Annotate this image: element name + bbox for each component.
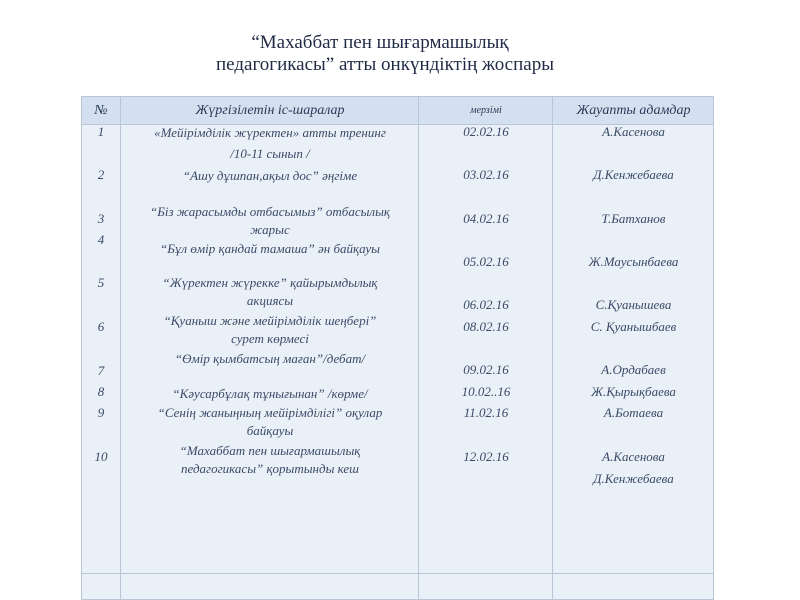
header-responsible: Жауапты адамдар bbox=[576, 103, 691, 118]
activity-line: “Өмір қымбатсың маған”/дебат/ bbox=[174, 351, 366, 366]
title-line-1: “Махаббат пен шығармашылық bbox=[251, 32, 509, 53]
activity-line: “Кәусарбұлақ тұнығынан” /көрме/ bbox=[172, 386, 368, 401]
header-number: № bbox=[94, 103, 108, 118]
column-divider bbox=[552, 97, 553, 599]
activity-line: сурет көрмесі bbox=[231, 331, 309, 346]
responsible-cell: А.Ордабаев bbox=[601, 362, 666, 377]
date-cell: 11.02.16 bbox=[463, 405, 509, 420]
responsible-cell: Ж.Маусынбаева bbox=[588, 254, 679, 269]
activity-line: «Мейірімділік жүректен» атты тренинг bbox=[154, 125, 386, 140]
date-cell: 03.02.16 bbox=[463, 167, 509, 182]
header-date: мерзімі bbox=[470, 105, 502, 116]
document-title bbox=[0, 32, 800, 76]
activity-line: “Жүректен жүрекке” қайырымдылық bbox=[162, 275, 378, 290]
row-number: 7 bbox=[97, 363, 105, 378]
date-cell: 02.02.16 bbox=[463, 124, 509, 139]
activity-line: “Сенің жаныңның мейірімділігі” оқулар bbox=[157, 405, 383, 420]
activity-line: “Бұл өмір қандай тамаша” ән байқауы bbox=[160, 241, 380, 256]
responsible-cell: Т.Батханов bbox=[601, 211, 666, 226]
date-cell: 12.02.16 bbox=[463, 449, 509, 464]
activity-line: /10-11 сынып / bbox=[230, 146, 310, 161]
responsible-cell: С. Қуанышбаев bbox=[590, 319, 677, 334]
activity-line: “Қуаныш және мейірімділік шеңбері” bbox=[163, 313, 377, 328]
date-cell: 06.02.16 bbox=[463, 297, 509, 312]
responsible-cell: Д.Кенжебаева bbox=[593, 471, 674, 486]
responsible-cell: Ж.Қырықбаева bbox=[591, 384, 676, 399]
title-line-2: педагогикасы” атты онкүндіктің жоспары bbox=[216, 54, 554, 75]
activity-line: “Ашу дұшпан,ақыл дос” әңгіме bbox=[182, 168, 358, 183]
date-cell: 10.02..16 bbox=[461, 384, 511, 399]
schedule-table bbox=[81, 96, 714, 600]
row-number: 5 bbox=[97, 275, 105, 290]
date-cell: 09.02.16 bbox=[463, 362, 509, 377]
responsible-cell: Д.Кенжебаева bbox=[593, 167, 674, 182]
activity-line: “Махаббат пен шығармашылық bbox=[179, 443, 361, 458]
row-number: 3 bbox=[97, 211, 105, 226]
responsible-cell: А.Касенова bbox=[602, 124, 665, 139]
row-number: 9 bbox=[97, 405, 105, 420]
responsible-cell: А.Ботаева bbox=[603, 405, 664, 420]
row-number: 2 bbox=[97, 167, 105, 182]
activity-line: “Біз жарасымды отбасымыз” отбасылық bbox=[150, 204, 390, 219]
row-number: 1 bbox=[97, 124, 105, 139]
activity-line: байқауы bbox=[246, 423, 294, 438]
activity-line: педагогикасы” қорытынды кеш bbox=[181, 461, 359, 476]
header-activities: Жүргізілетін іс-шаралар bbox=[195, 103, 345, 118]
column-divider bbox=[418, 97, 419, 599]
responsible-cell: С.Қуанышева bbox=[595, 297, 672, 312]
activity-line: акциясы bbox=[246, 293, 294, 308]
row-number: 8 bbox=[97, 384, 105, 399]
activity-line: жарыс bbox=[250, 222, 290, 237]
responsible-cell: А.Касенова bbox=[602, 449, 665, 464]
row-number: 4 bbox=[97, 232, 105, 247]
date-cell: 04.02.16 bbox=[463, 211, 509, 226]
row-number: 6 bbox=[97, 319, 105, 334]
column-divider bbox=[120, 97, 121, 599]
row-number: 10 bbox=[94, 449, 108, 464]
date-cell: 08.02.16 bbox=[463, 319, 509, 334]
date-cell: 05.02.16 bbox=[463, 254, 509, 269]
row-divider bbox=[82, 573, 713, 574]
